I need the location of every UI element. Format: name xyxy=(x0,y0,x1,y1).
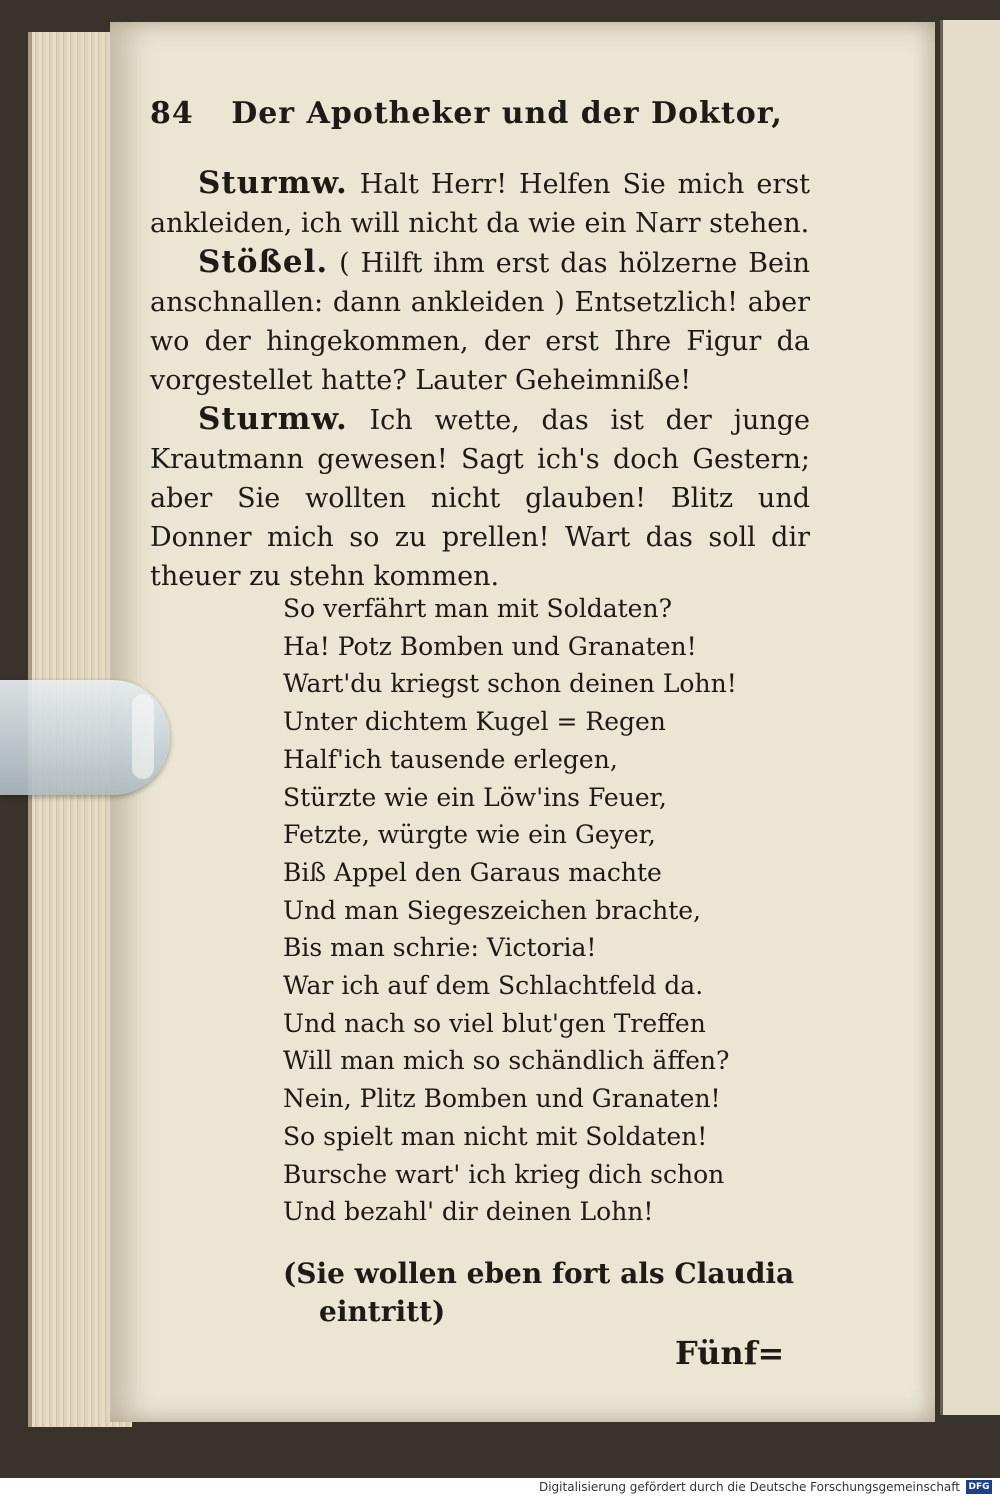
catchword: Fünf= xyxy=(675,1334,785,1372)
speech-1 xyxy=(150,164,810,243)
stage-direction-line-2: eintritt) xyxy=(319,1295,446,1328)
verse-line: Fetzte, würgte wie ein Geyer, xyxy=(283,820,656,850)
verse-line: Und man Siegeszeichen brachte, xyxy=(283,895,701,925)
verse-line: Will man mich so schändlich äffen? xyxy=(283,1046,730,1076)
dialogue-prose xyxy=(150,164,810,596)
dfg-logo: DFG xyxy=(966,1480,992,1494)
verse-line: Und bezahl' dir deinen Lohn! xyxy=(283,1197,654,1227)
verse-line: Stürzte wie ein Löw'ins Feuer, xyxy=(283,782,667,812)
speaker-name: Sturmw. xyxy=(198,165,348,201)
speech-text: ( Hilft ihm erst das hölzerne Bein anschnallen: dann ankleiden ) Entsetzlich! aber wo der hingekommen, der erst Ihre Figur da vorgestellet hatte? Lauter Geheimniße! xyxy=(150,248,810,396)
speech-3 xyxy=(150,400,810,596)
verse-line: Unter dichtem Kugel = Regen xyxy=(283,707,666,737)
speech-text: Halt Herr! Helfen Sie mich erst ankleiden, ich will nicht da wie ein Narr stehen. xyxy=(150,169,810,239)
running-head-title: Der Apotheker und der Doktor, xyxy=(231,96,783,131)
facing-page-edge xyxy=(940,20,1000,1415)
verse-line: So spielt man nicht mit Soldaten! xyxy=(283,1121,708,1151)
verse-line: Ha! Potz Bomben und Granaten! xyxy=(283,631,697,661)
speaker-name: Sturmw. xyxy=(198,401,348,437)
footer-bar xyxy=(0,1478,1000,1498)
verse-line: War ich auf dem Schlachtfeld da. xyxy=(283,971,704,1001)
page-number: 84 xyxy=(150,96,194,131)
song-verse xyxy=(283,590,737,1231)
verse-line: Biß Appel den Garaus machte xyxy=(283,857,662,887)
verse-line: Bursche wart' ich krieg dich schon xyxy=(283,1159,725,1189)
verse-line: Wart'du kriegst schon deinen Lohn! xyxy=(283,669,737,699)
verse-line: So verfährt man mit Soldaten? xyxy=(283,594,672,623)
page-holder-clip xyxy=(0,680,170,795)
speech-2 xyxy=(150,243,810,400)
verse-line: Half'ich tausende erlegen, xyxy=(283,744,618,774)
funding-credit: Digitalisierung gefördert durch die Deutsche Forschungsgemeinschaft xyxy=(538,1480,960,1494)
verse-line: Nein, Plitz Bomben und Granaten! xyxy=(283,1084,721,1114)
verse-line: Bis man schrie: Victoria! xyxy=(283,933,597,963)
stage-direction xyxy=(283,1255,794,1331)
speaker-name: Stößel. xyxy=(198,244,329,280)
running-header xyxy=(150,96,783,131)
speech-text: Ich wette, das ist der junge Krautmann gewesen! Sagt ich's doch Gestern; aber Sie wollten nicht glauben! Blitz und Donner mich so zu prellen! Wart das soll dir theuer zu stehn kommen. xyxy=(150,405,810,592)
verse-line: Und nach so viel blut'gen Treffen xyxy=(283,1008,706,1038)
stage-direction-line-1: (Sie wollen eben fort als Claudia xyxy=(283,1257,795,1290)
